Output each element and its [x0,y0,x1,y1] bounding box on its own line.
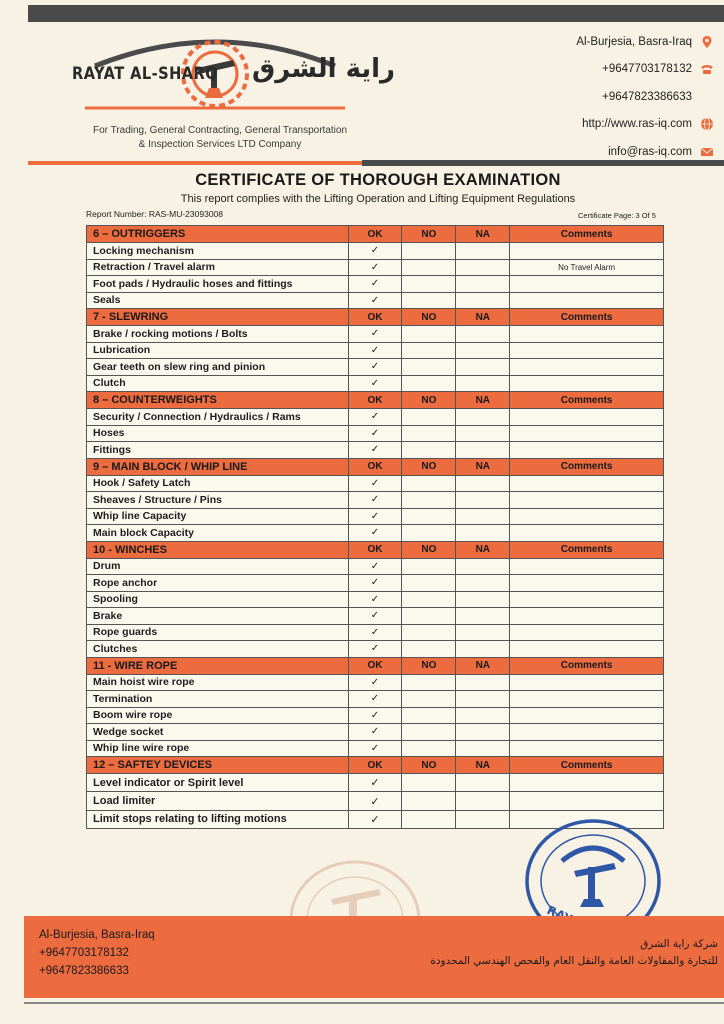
ok-check-mark: ✓ [348,508,402,525]
item-name: Lubrication [87,342,349,359]
na-cell [456,740,510,757]
ok-check-mark: ✓ [348,292,402,309]
contact-phone-2 [576,83,714,111]
item-name: Security / Connection / Hydraulics / Rams [87,409,349,426]
column-header-comments: Comments [510,657,664,674]
column-header-ok: OK [348,541,402,558]
table-row [87,259,664,276]
column-header-ok: OK [348,309,402,326]
table-row [87,774,664,792]
item-name: Spooling [87,591,349,608]
item-name: Main block Capacity [87,525,349,542]
column-header-no: NO [402,309,456,326]
table-row [87,359,664,376]
footer-company-ar-line-1: شركة راية الشرق [640,938,718,950]
table-row [87,792,664,810]
no-cell [402,624,456,641]
item-comment [510,508,664,525]
no-cell [402,740,456,757]
item-comment [510,558,664,575]
item-name: Gear teeth on slew ring and pinion [87,359,349,376]
contact-address [576,28,714,56]
item-comment [510,475,664,492]
item-comment [510,342,664,359]
column-header-comments: Comments [510,757,664,774]
no-cell [402,641,456,658]
section-title: 7 - SLEWRING [87,309,349,326]
item-comment [510,792,664,810]
item-comment [510,641,664,658]
item-comment [510,276,664,293]
no-cell [402,591,456,608]
item-name: Clutch [87,375,349,392]
table-row [87,508,664,525]
no-cell [402,558,456,575]
column-header-na: NA [456,226,510,243]
ok-check-mark: ✓ [348,475,402,492]
no-cell [402,492,456,509]
column-header-na: NA [456,309,510,326]
contact-phone-1-text: +9647703178132 [602,63,692,76]
ok-check-mark: ✓ [348,674,402,691]
ok-check-mark: ✓ [348,740,402,757]
ok-check-mark: ✓ [348,575,402,592]
item-name: Whip line wire rope [87,740,349,757]
no-cell [402,425,456,442]
na-cell [456,292,510,309]
column-header-ok: OK [348,657,402,674]
item-comment [510,375,664,392]
column-header-no: NO [402,226,456,243]
table-row [87,591,664,608]
item-comment [510,409,664,426]
na-cell [456,243,510,260]
no-cell [402,774,456,792]
column-header-comments: Comments [510,392,664,409]
na-cell [456,342,510,359]
no-cell [402,409,456,426]
no-cell [402,608,456,625]
item-comment [510,624,664,641]
column-header-no: NO [402,657,456,674]
header-divider-dark [362,160,724,166]
item-name: Termination [87,691,349,708]
column-header-na: NA [456,757,510,774]
ok-check-mark: ✓ [348,558,402,575]
na-cell [456,259,510,276]
item-name: Foot pads / Hydraulic hoses and fittings [87,276,349,293]
table-row [87,575,664,592]
table-row [87,740,664,757]
na-cell [456,375,510,392]
item-name: Main hoist wire rope [87,674,349,691]
table-row [87,674,664,691]
na-cell [456,810,510,828]
no-cell [402,525,456,542]
document-subtitle: This report complies with the Lifting Operation and Lifting Equipment Regulations [180,193,576,205]
item-comment [510,359,664,376]
table-row [87,442,664,459]
logo-english-text: RAYAT AL-SHARQ [72,64,219,84]
bottom-edge-line [24,1002,724,1004]
item-name: Locking mechanism [87,243,349,260]
no-cell [402,375,456,392]
column-header-no: NO [402,392,456,409]
report-number: Report Number: RAS-MU-23093008 [86,209,224,219]
no-cell [402,691,456,708]
contact-website-text[interactable]: http://www.ras-iq.com [582,118,692,131]
table-row [87,691,664,708]
globe-icon [700,117,714,131]
ok-check-mark: ✓ [348,707,402,724]
table-row [87,525,664,542]
telephone-icon [700,62,714,76]
item-comment [510,425,664,442]
table-row [87,608,664,625]
no-cell [402,442,456,459]
item-name: Drum [87,558,349,575]
column-header-na: NA [456,392,510,409]
footer-bar [24,916,724,998]
item-comment [510,774,664,792]
ok-check-mark: ✓ [348,608,402,625]
table-row [87,276,664,293]
section-title: 9 – MAIN BLOCK / WHIP LINE [87,458,349,475]
no-cell [402,243,456,260]
table-row [87,624,664,641]
ok-check-mark: ✓ [348,375,402,392]
table-row [87,243,664,260]
no-cell [402,575,456,592]
na-cell [456,691,510,708]
ok-check-mark: ✓ [348,326,402,343]
ok-check-mark: ✓ [348,810,402,828]
na-cell [456,792,510,810]
table-row [87,558,664,575]
item-name: Wedge socket [87,724,349,741]
item-name: Hoses [87,425,349,442]
section-title: 6 – OUTRIGGERS [87,226,349,243]
contact-address-text: Al-Burjesia, Basra-Iraq [576,35,692,48]
ok-check-mark: ✓ [348,591,402,608]
section-title: 12 – SAFTEY DEVICES [87,757,349,774]
table-row [87,475,664,492]
na-cell [456,442,510,459]
item-comment [510,707,664,724]
item-name: Clutches [87,641,349,658]
item-comment [510,724,664,741]
footer-phone-2: +9647823386633 [39,965,129,977]
section-header-row [87,392,664,409]
item-name: Rope anchor [87,575,349,592]
column-header-no: NO [402,757,456,774]
section-title: 11 - WIRE ROPE [87,657,349,674]
contact-phone-1 [576,56,714,84]
na-cell [456,359,510,376]
item-comment [510,740,664,757]
footer-phone-1: +9647703178132 [39,947,129,959]
ok-check-mark: ✓ [348,774,402,792]
item-name: Hook / Safety Latch [87,475,349,492]
ok-check-mark: ✓ [348,259,402,276]
item-name: Brake [87,608,349,625]
column-header-ok: OK [348,226,402,243]
contact-block [576,28,714,166]
contact-phone-2-text: +9647823386633 [602,90,692,103]
item-name: Level indicator or Spirit level [87,774,349,792]
item-comment [510,608,664,625]
item-name: Load limiter [87,792,349,810]
header-divider-orange [28,161,362,165]
company-description [55,124,385,152]
na-cell [456,575,510,592]
no-cell [402,259,456,276]
section-header-row [87,226,664,243]
table-row [87,707,664,724]
column-header-ok: OK [348,458,402,475]
table-row [87,492,664,509]
item-name: Sheaves / Structure / Pins [87,492,349,509]
company-line-2: & Inspection Services LTD Company [138,139,302,150]
contact-email-text[interactable]: info@ras-iq.com [608,145,692,158]
ok-check-mark: ✓ [348,724,402,741]
section-header-row [87,458,664,475]
item-comment [510,243,664,260]
logo-arabic-text: راية الشرق [252,54,396,84]
na-cell [456,558,510,575]
no-cell [402,342,456,359]
contact-website[interactable] [576,111,714,139]
table-row [87,342,664,359]
no-cell [402,292,456,309]
no-cell [402,792,456,810]
document-title: CERTIFICATE OF THOROUGH EXAMINATION [195,171,561,189]
ok-check-mark: ✓ [348,442,402,459]
item-comment [510,575,664,592]
column-header-comments: Comments [510,309,664,326]
na-cell [456,276,510,293]
na-cell [456,707,510,724]
column-header-ok: OK [348,757,402,774]
footer-contact [39,926,155,980]
no-cell [402,276,456,293]
column-header-no: NO [402,541,456,558]
envelope-icon [700,145,714,159]
na-cell [456,674,510,691]
na-cell [456,525,510,542]
table-row [87,641,664,658]
ok-check-mark: ✓ [348,342,402,359]
ok-check-mark: ✓ [348,276,402,293]
item-name: Fittings [87,442,349,459]
ok-check-mark: ✓ [348,243,402,260]
column-header-na: NA [456,657,510,674]
location-pin-icon [700,35,714,49]
item-name: Rope guards [87,624,349,641]
item-comment [510,591,664,608]
item-name: Boom wire rope [87,707,349,724]
top-bar [28,5,724,22]
ok-check-mark: ✓ [348,641,402,658]
item-name: Retraction / Travel alarm [87,259,349,276]
table-row [87,425,664,442]
footer-company-arabic [430,936,718,970]
no-cell [402,326,456,343]
column-header-comments: Comments [510,226,664,243]
item-comment [510,691,664,708]
section-header-row [87,657,664,674]
item-name: Limit stops relating to lifting motions [87,810,349,828]
na-cell [456,608,510,625]
footer-company-ar-line-2: للتجارة والمقاولات العامة والنقل العام والفحص الهندسي المحدودة [430,955,718,967]
item-comment [510,674,664,691]
column-header-ok: OK [348,392,402,409]
item-name: Seals [87,292,349,309]
ok-check-mark: ✓ [348,409,402,426]
section-title: 8 – COUNTERWEIGHTS [87,392,349,409]
no-cell [402,674,456,691]
item-comment [510,326,664,343]
ok-check-mark: ✓ [348,525,402,542]
certificate-page: Certificate Page: 3 Of 5 [578,211,656,220]
section-header-row [87,757,664,774]
ok-check-mark: ✓ [348,792,402,810]
no-cell [402,724,456,741]
no-cell [402,810,456,828]
item-comment [510,525,664,542]
table-row [87,409,664,426]
na-cell [456,724,510,741]
column-header-na: NA [456,541,510,558]
item-comment [510,492,664,509]
item-comment [510,442,664,459]
ok-check-mark: ✓ [348,359,402,376]
na-cell [456,774,510,792]
na-cell [456,508,510,525]
na-cell [456,591,510,608]
column-header-no: NO [402,458,456,475]
no-cell [402,508,456,525]
na-cell [456,425,510,442]
section-header-row [87,309,664,326]
column-header-comments: Comments [510,541,664,558]
column-header-na: NA [456,458,510,475]
table-row [87,326,664,343]
inspection-table [86,225,664,829]
ok-check-mark: ✓ [348,492,402,509]
na-cell [456,326,510,343]
table-row [87,375,664,392]
item-comment: No Travel Alarm [510,259,664,276]
item-name: Whip line Capacity [87,508,349,525]
na-cell [456,641,510,658]
na-cell [456,409,510,426]
ok-check-mark: ✓ [348,691,402,708]
ok-check-mark: ✓ [348,624,402,641]
section-header-row [87,541,664,558]
table-row [87,292,664,309]
inspection-table-body [87,226,664,829]
company-line-1: For Trading, General Contracting, General Transportation [92,125,348,136]
no-cell [402,707,456,724]
no-cell [402,475,456,492]
ok-check-mark: ✓ [348,425,402,442]
table-row [87,724,664,741]
footer-address: Al-Burjesia, Basra-Iraq [39,929,155,941]
column-header-comments: Comments [510,458,664,475]
na-cell [456,475,510,492]
na-cell [456,492,510,509]
section-title: 10 - WINCHES [87,541,349,558]
item-name: Brake / rocking motions / Bolts [87,326,349,343]
item-comment [510,292,664,309]
no-cell [402,359,456,376]
na-cell [456,624,510,641]
phone-spacer-icon [700,90,714,104]
